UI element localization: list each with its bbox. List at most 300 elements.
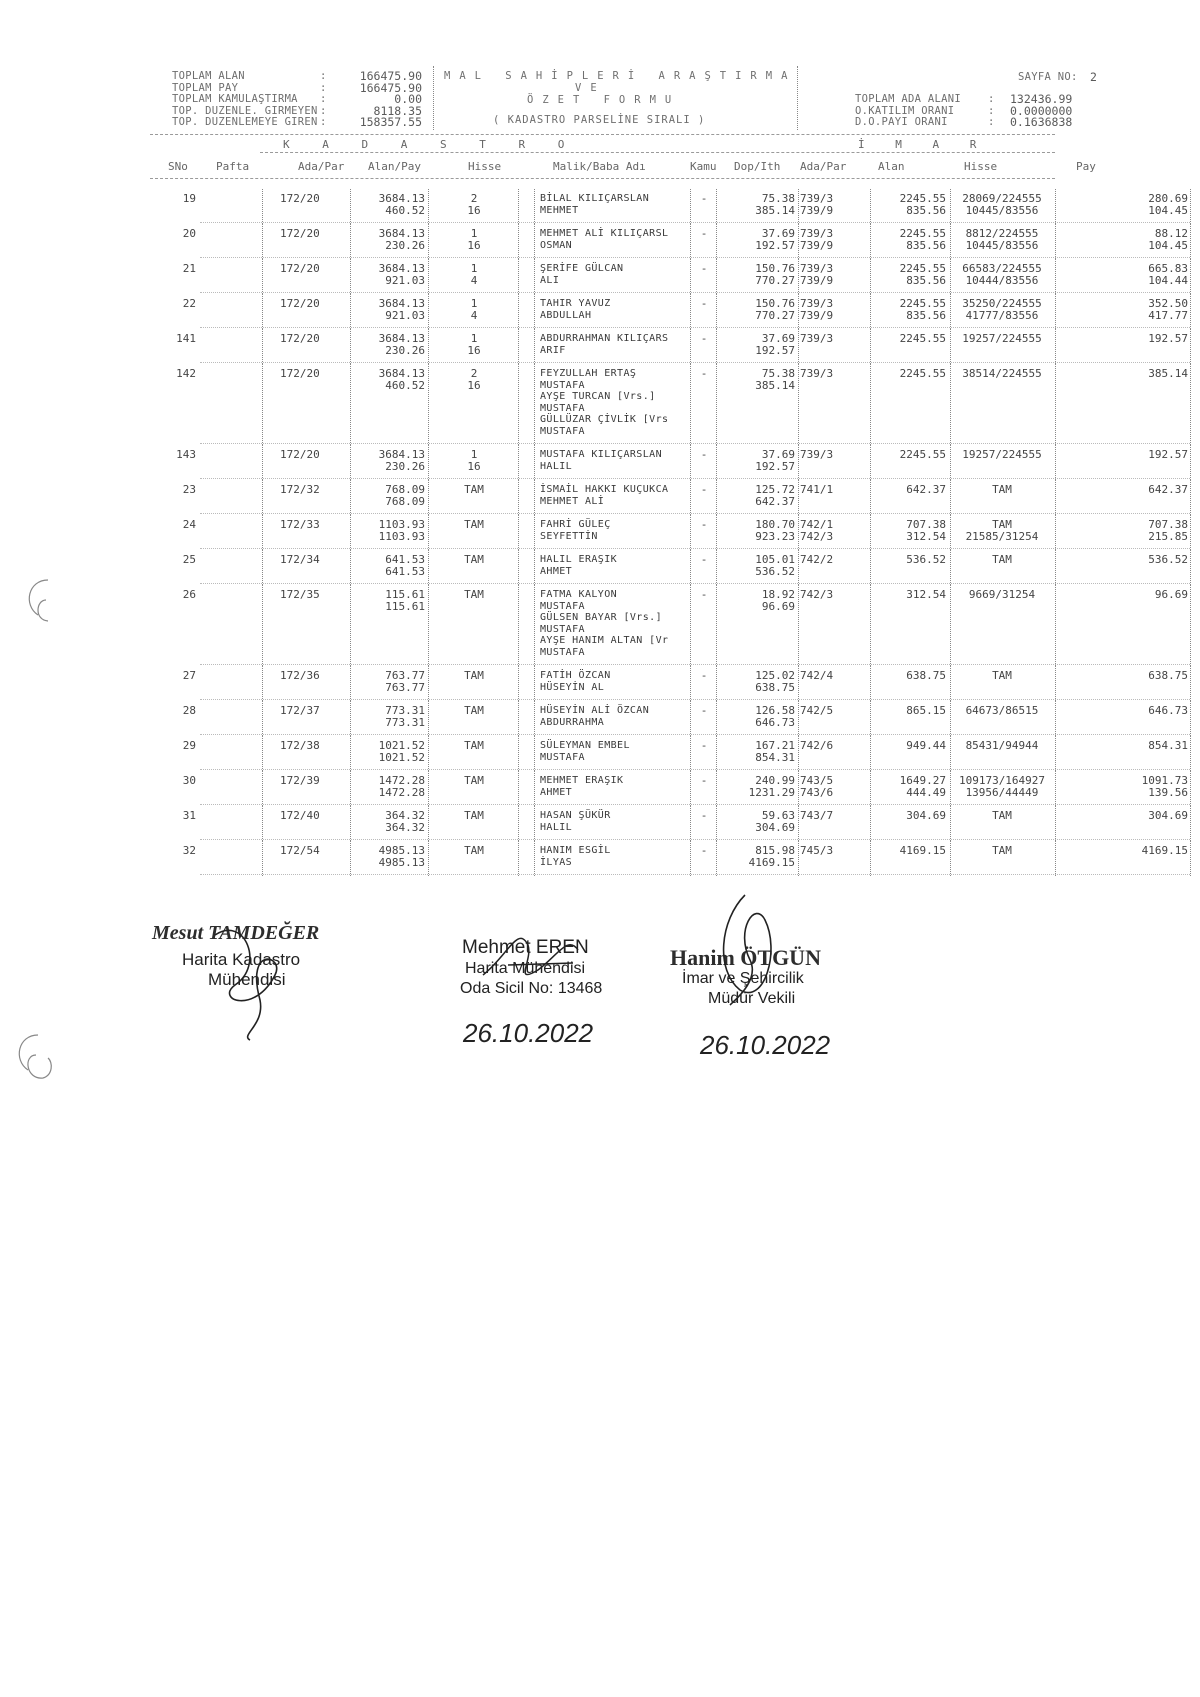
cell-dop: 1231.29	[748, 785, 795, 799]
cell-imar-ada: 742/4	[800, 669, 834, 682]
column-separator	[1055, 550, 1056, 585]
cell-pay: 665.83	[1148, 262, 1188, 275]
cell-kamu: -	[700, 262, 708, 275]
column-separator	[1055, 736, 1056, 771]
cell-kamu: -	[700, 704, 708, 717]
signature-3-title2: Müdür Vekili	[708, 990, 796, 1007]
column-separator	[798, 480, 799, 515]
cell-imar-alan: 2245.55	[899, 448, 946, 461]
form-title-line3: ÖZET FORMU	[527, 94, 681, 106]
row-separator	[200, 257, 1190, 258]
column-separator	[716, 701, 717, 736]
column-separator	[262, 515, 263, 550]
header-total-label: TOP. DUZENLE. GIRMEYEN	[172, 104, 318, 117]
cell-kamu: -	[700, 844, 708, 857]
cell-alan-pay: 1472.28	[378, 785, 425, 799]
cell-sno: 29	[182, 739, 196, 752]
column-separator	[350, 701, 351, 736]
cell-malik: ABDULLAH	[540, 309, 592, 321]
column-separator	[534, 329, 535, 364]
row-separator	[200, 513, 1190, 514]
cell-dop: 167.21	[755, 739, 795, 752]
cell-pay: 4169.15	[1141, 844, 1188, 857]
cell-imar-ada: 739/9	[800, 308, 834, 322]
column-separator	[518, 224, 519, 259]
cell-sno: 142	[176, 367, 196, 380]
cell-malik: ARIF	[540, 344, 566, 356]
cell-alan-pay: 1021.52	[378, 750, 425, 764]
header-total-label: TOPLAM ALAN	[172, 70, 245, 82]
column-separator	[798, 841, 799, 876]
column-separator	[716, 585, 717, 666]
column-separator	[428, 771, 429, 806]
column-separator	[350, 515, 351, 550]
cell-ada-par: 172/36	[280, 669, 320, 682]
signature-2-name: Mehmet EREN	[462, 937, 589, 958]
header-ratio-sep: :	[988, 104, 995, 117]
signature-1-name: Mesut TAMDEĞER	[152, 922, 320, 944]
form-title-line1: MAL SAHİPLERİ ARAŞTIRMA	[444, 70, 797, 82]
cell-imar-hisse: 21585/31254	[965, 529, 1039, 543]
cell-alan-pay: 3684.13	[378, 192, 425, 205]
header-ratio-label: TOPLAM ADA ALANI	[855, 93, 961, 105]
signature-3-scribble-icon	[705, 890, 795, 1010]
cell-imar-ada: 741/1	[800, 483, 834, 496]
col-header-pafta: Pafta	[216, 160, 250, 173]
cell-kamu: -	[700, 448, 708, 461]
cell-alan-pay: 3684.13	[378, 448, 425, 461]
column-separator	[798, 806, 799, 841]
column-separator	[262, 189, 263, 224]
column-separator	[262, 701, 263, 736]
column-separator	[428, 701, 429, 736]
form-title-line2: VE	[575, 82, 606, 94]
column-separator	[518, 550, 519, 585]
cell-imar-hisse: TAM	[992, 518, 1012, 531]
column-separator	[690, 585, 691, 666]
row-separator	[200, 804, 1190, 805]
cell-dop: 646.73	[755, 715, 795, 729]
column-separator	[428, 841, 429, 876]
cell-malik: MUSTAFA KILIÇARSLAN	[540, 449, 662, 460]
cell-hisse: 16	[467, 459, 481, 473]
cell-alan-pay: 1103.93	[378, 518, 425, 531]
cell-ada-par: 172/33	[280, 518, 320, 531]
cell-malik: HALIL ERAŞIK	[540, 554, 618, 565]
cell-imar-hisse: 35250/224555	[962, 297, 1042, 310]
header-ratio-value: 132436.99	[1010, 92, 1073, 106]
cell-ada-par: 172/20	[280, 262, 320, 275]
cell-imar-ada: 743/5	[800, 774, 834, 787]
cell-imar-ada: 739/3	[800, 227, 834, 240]
cell-imar-ada: 739/9	[800, 273, 834, 287]
cell-imar-alan: 865.15	[906, 704, 946, 717]
cell-kamu: -	[700, 297, 708, 310]
row-separator	[200, 292, 1190, 293]
column-separator	[534, 445, 535, 480]
column-separator	[1190, 189, 1191, 224]
cell-dop: 385.14	[755, 378, 795, 392]
cell-imar-ada: 742/5	[800, 704, 834, 717]
cell-imar-ada: 742/3	[800, 588, 834, 601]
column-separator	[350, 294, 351, 329]
column-separator	[716, 550, 717, 585]
cell-imar-ada: 739/3	[800, 367, 834, 380]
cell-imar-ada: 739/3	[800, 297, 834, 310]
cell-pay: 854.31	[1148, 739, 1188, 752]
header-total-value: 166475.90	[359, 69, 422, 83]
column-separator	[1190, 259, 1191, 294]
cell-kamu: -	[700, 367, 708, 380]
column-separator	[1055, 585, 1056, 666]
cell-malik: MEHMET ALİ KILIÇARSL	[540, 228, 669, 239]
header-total-label: TOP. DUZENLEMEYE GIREN	[172, 116, 318, 128]
cell-alan-pay: 364.32	[385, 809, 425, 822]
cell-ada-par: 172/20	[280, 297, 320, 310]
cell-hisse: 1	[470, 448, 478, 461]
column-separator	[690, 480, 691, 515]
cell-sno: 19	[182, 192, 196, 205]
rule	[260, 152, 1055, 153]
column-separator	[690, 701, 691, 736]
cell-kamu: -	[700, 227, 708, 240]
column-separator	[690, 736, 691, 771]
column-separator	[1055, 189, 1056, 224]
cell-imar-ada: 742/2	[800, 553, 834, 566]
cell-imar-alan: 642.37	[906, 483, 946, 496]
column-separator	[262, 259, 263, 294]
cell-imar-ada: 739/3	[800, 262, 834, 275]
cell-imar-alan: 835.56	[906, 203, 946, 217]
cell-malik: İLYAS	[540, 856, 573, 868]
cell-dop: 59.63	[761, 809, 795, 822]
cell-ada-par: 172/38	[280, 739, 320, 752]
cell-imar-ada: 742/3	[800, 529, 834, 543]
col-header-imar-alan: Alan	[878, 160, 905, 173]
cell-malik: MUSTAFA	[540, 425, 585, 437]
cell-pay: 417.77	[1148, 308, 1188, 322]
cell-malik: SEYFETTİN	[540, 530, 598, 542]
column-separator	[1055, 480, 1056, 515]
column-separator	[428, 189, 429, 224]
cell-malik: MUSTAFA	[540, 623, 585, 635]
cell-imar-alan: 949.44	[906, 739, 946, 752]
column-separator	[518, 259, 519, 294]
column-separator	[1055, 259, 1056, 294]
column-separator	[798, 771, 799, 806]
cell-imar-ada: 739/3	[800, 448, 834, 461]
cell-dop: 536.52	[755, 564, 795, 578]
cell-pay: 1091.73	[1141, 774, 1188, 787]
cell-alan-pay: 641.53	[385, 564, 425, 578]
column-separator	[262, 771, 263, 806]
cell-sno: 31	[182, 809, 196, 822]
col-header-imar-hisse: Hisse	[964, 160, 998, 173]
row-separator	[200, 664, 1190, 665]
cell-kamu: -	[700, 774, 708, 787]
cell-imar-hisse: 109173/164927	[958, 774, 1046, 787]
column-separator	[518, 294, 519, 329]
column-separator	[1190, 585, 1191, 666]
cell-malik: HÜSEYİN AL	[540, 681, 605, 693]
column-separator	[716, 480, 717, 515]
column-separator	[428, 445, 429, 480]
column-separator	[262, 666, 263, 701]
column-separator	[350, 445, 351, 480]
column-separator	[262, 841, 263, 876]
cell-imar-hisse: 64673/86515	[965, 704, 1039, 717]
cell-hisse: 4	[470, 308, 478, 322]
column-separator	[1190, 480, 1191, 515]
column-separator	[428, 224, 429, 259]
column-separator	[690, 329, 691, 364]
column-separator	[262, 736, 263, 771]
column-separator	[798, 515, 799, 550]
cell-malik: FATİH ÖZCAN	[540, 670, 611, 681]
cell-ada-par: 172/34	[280, 553, 320, 566]
column-separator	[1190, 736, 1191, 771]
cell-imar-ada: 739/3	[800, 332, 834, 345]
cell-imar-hisse: 8812/224555	[965, 227, 1039, 240]
col-header-kamu: Kamu	[690, 160, 717, 173]
cell-pay: 192.57	[1148, 448, 1188, 461]
cell-dop: 815.98	[755, 844, 795, 857]
column-separator	[1190, 666, 1191, 701]
column-separator	[716, 294, 717, 329]
cell-ada-par: 172/37	[280, 704, 320, 717]
column-separator	[798, 550, 799, 585]
header-total-sep: :	[320, 104, 327, 117]
cell-dop: 192.57	[755, 238, 795, 252]
header-ratio-sep: :	[988, 116, 995, 128]
row-separator	[200, 222, 1190, 223]
cell-malik: MUSTAFA	[540, 646, 585, 658]
cell-malik: İSMAİL HAKKI KUÇUKCA	[540, 484, 669, 495]
column-separator	[428, 329, 429, 364]
row-separator	[200, 699, 1190, 700]
cell-malik: AYŞE HANIM ALTAN [Vr	[540, 635, 669, 646]
header-total-sep: :	[320, 81, 327, 94]
cell-alan-pay: 921.03	[385, 273, 425, 287]
cell-imar-ada: 742/1	[800, 518, 834, 531]
signature-3-date: 26.10.2022	[700, 1030, 831, 1060]
column-separator	[350, 224, 351, 259]
cell-dop: 125.02	[755, 669, 795, 682]
column-separator	[350, 189, 351, 224]
cell-sno: 20	[182, 227, 196, 240]
column-separator	[518, 666, 519, 701]
column-separator	[350, 364, 351, 445]
cell-malik: HALIL	[540, 821, 573, 833]
cell-alan-pay: 768.09	[385, 494, 425, 508]
cell-pay: 192.57	[1148, 332, 1188, 345]
cell-hisse: 16	[467, 203, 481, 217]
row-separator	[200, 478, 1190, 479]
column-separator	[798, 224, 799, 259]
column-separator	[350, 841, 351, 876]
column-separator	[428, 480, 429, 515]
cell-alan-pay: 460.52	[385, 203, 425, 217]
cell-dop: 304.69	[755, 820, 795, 834]
cell-imar-hisse: 19257/224555	[962, 448, 1042, 461]
cell-alan-pay: 1021.52	[378, 739, 425, 752]
cell-kamu: -	[700, 192, 708, 205]
column-separator	[690, 445, 691, 480]
cell-sno: 28	[182, 704, 196, 717]
cell-ada-par: 172/20	[280, 367, 320, 380]
header-total-sep: :	[320, 70, 327, 82]
column-separator	[428, 259, 429, 294]
cell-sno: 32	[182, 844, 196, 857]
cell-malik: AHMET	[540, 786, 573, 798]
cell-hisse: 2	[470, 367, 478, 380]
column-separator	[1055, 515, 1056, 550]
cell-imar-alan: 835.56	[906, 273, 946, 287]
column-separator	[534, 224, 535, 259]
col-header-dop: Dop/Ith	[734, 160, 781, 173]
column-separator	[350, 329, 351, 364]
cell-pay: 280.69	[1148, 192, 1188, 205]
cell-malik: ALI	[540, 274, 560, 286]
cell-dop: 96.69	[761, 599, 795, 613]
cell-pay: 536.52	[1148, 553, 1188, 566]
column-separator	[798, 329, 799, 364]
column-separator	[262, 806, 263, 841]
cell-imar-ada: 739/3	[800, 192, 834, 205]
signature-3-name: Hanim ÖTGÜN	[670, 945, 821, 970]
cell-imar-ada: 743/6	[800, 785, 834, 799]
column-separator	[262, 585, 263, 666]
cell-malik: MEHMET	[540, 204, 579, 216]
cell-malik: ABDURRAHMAN KILIÇARS	[540, 333, 669, 344]
cell-sno: 26	[182, 588, 196, 601]
cell-alan-pay: 4985.13	[378, 844, 425, 857]
column-separator	[716, 666, 717, 701]
cell-imar-alan: 2245.55	[899, 192, 946, 205]
cell-alan-pay: 773.31	[385, 715, 425, 729]
column-separator	[798, 294, 799, 329]
cell-ada-par: 172/54	[280, 844, 320, 857]
cell-hisse: TAM	[464, 588, 484, 601]
column-separator	[518, 515, 519, 550]
column-separator	[798, 189, 799, 224]
col-header-ada-par: Ada/Par	[298, 160, 345, 173]
cell-sno: 22	[182, 297, 196, 310]
column-separator	[798, 259, 799, 294]
column-separator	[1055, 666, 1056, 701]
cell-kamu: -	[700, 553, 708, 566]
cell-malik: ABDURRAHMA	[540, 716, 605, 728]
cell-dop: 75.38	[761, 367, 795, 380]
cell-sno: 27	[182, 669, 196, 682]
cell-imar-alan: 1649.27	[899, 774, 946, 787]
column-separator	[716, 841, 717, 876]
column-separator	[350, 806, 351, 841]
cell-malik: BİLAL KILIÇARSLAN	[540, 193, 650, 204]
punch-hole-icon	[8, 1030, 58, 1085]
column-separator	[1190, 445, 1191, 480]
cell-hisse: TAM	[464, 553, 484, 566]
column-separator	[428, 294, 429, 329]
cell-sno: 23	[182, 483, 196, 496]
cell-malik: SÜLEYMAN EMBEL	[540, 740, 630, 751]
cell-imar-alan: 707.38	[906, 518, 946, 531]
column-separator	[690, 841, 691, 876]
cell-alan-pay: 768.09	[385, 483, 425, 496]
cell-dop: 37.69	[761, 332, 795, 345]
header-total-value: 166475.90	[359, 80, 422, 95]
cell-pay: 96.69	[1154, 588, 1188, 601]
cell-malik: MUSTAFA	[540, 600, 585, 612]
cell-dop: 150.76	[755, 262, 795, 275]
cell-imar-ada: 739/9	[800, 203, 834, 217]
cell-alan-pay: 1472.28	[378, 774, 425, 787]
cell-pay: 352.50	[1148, 297, 1188, 310]
signature-3-title1: İmar ve Şehircilik	[682, 970, 804, 987]
cell-alan-pay: 763.77	[385, 669, 425, 682]
header-ratio-label: D.O.PAYI ORANI	[855, 116, 948, 128]
cell-malik: ŞERİFE GÜLCAN	[540, 263, 624, 274]
cell-pay: 88.12	[1154, 227, 1188, 240]
cell-alan-pay: 763.77	[385, 680, 425, 694]
cell-imar-alan: 536.52	[906, 553, 946, 566]
column-separator	[534, 294, 535, 329]
cell-kamu: -	[700, 588, 708, 601]
signature-2-title2: Oda Sicil No: 13468	[460, 980, 603, 997]
page-number: 2	[1090, 70, 1097, 84]
column-separator	[534, 480, 535, 515]
column-separator	[262, 294, 263, 329]
column-separator	[350, 736, 351, 771]
column-separator	[1055, 806, 1056, 841]
cell-dop: 854.31	[755, 750, 795, 764]
cell-imar-hisse: 41777/83556	[965, 308, 1039, 322]
cell-pay: 646.73	[1148, 704, 1188, 717]
cell-alan-pay: 3684.13	[378, 262, 425, 275]
column-separator	[1055, 771, 1056, 806]
cell-kamu: -	[700, 809, 708, 822]
cell-hisse: TAM	[464, 809, 484, 822]
header-total-value: 0.00	[394, 92, 422, 106]
cell-sno: 141	[176, 332, 196, 345]
header-divider	[797, 66, 798, 130]
column-separator	[716, 259, 717, 294]
cell-imar-alan: 835.56	[906, 238, 946, 252]
cell-ada-par: 172/35	[280, 588, 320, 601]
column-separator	[690, 189, 691, 224]
cell-pay: 642.37	[1148, 483, 1188, 496]
cell-malik: HALIL	[540, 460, 573, 472]
header-ratio-sep: :	[988, 93, 995, 105]
cell-pay: 215.85	[1148, 529, 1188, 543]
column-separator	[262, 224, 263, 259]
cell-dop: 75.38	[761, 192, 795, 205]
cell-dop: 105.01	[755, 553, 795, 566]
cell-malik: GÜLLÜZAR ÇİVLİK [Vrs	[540, 414, 669, 425]
cell-hisse: 16	[467, 343, 481, 357]
cell-alan-pay: 460.52	[385, 378, 425, 392]
column-separator	[690, 364, 691, 445]
column-separator	[690, 515, 691, 550]
cell-ada-par: 172/20	[280, 227, 320, 240]
cell-ada-par: 172/39	[280, 774, 320, 787]
cell-imar-hisse: 19257/224555	[962, 332, 1042, 345]
cell-imar-hisse: TAM	[992, 809, 1012, 822]
row-separator	[200, 443, 1190, 444]
cell-malik: MEHMET ALİ	[540, 495, 605, 507]
cell-malik: GÜLSEN BAYAR [Vrs.]	[540, 612, 662, 623]
column-separator	[1190, 841, 1191, 876]
